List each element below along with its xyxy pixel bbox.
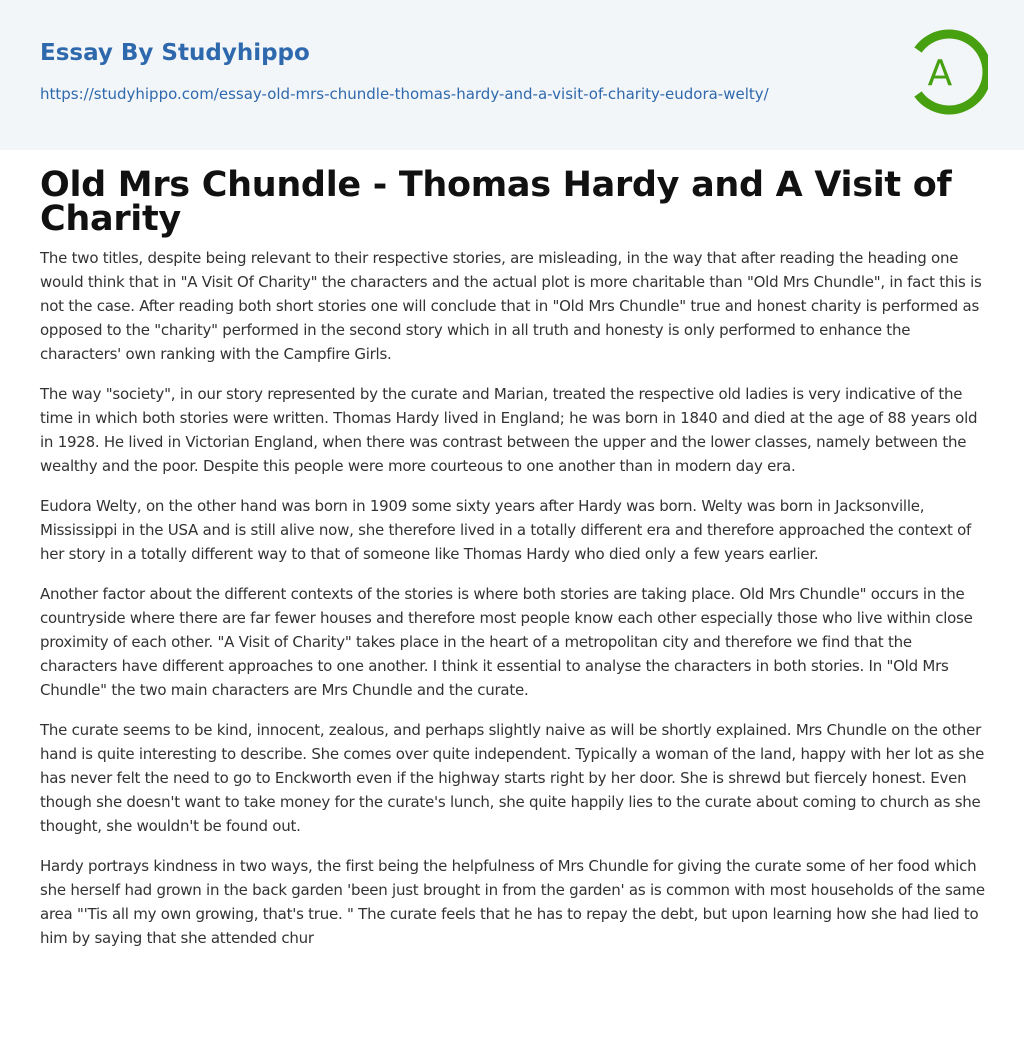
essay-paragraph: The way "society", in our story represented by the curate and Marian, treated the respective old ladies is very indicative of the time in which both stories were written. Thomas Hardy lived in England; he was born in 1840 and died at the age of 88 years old in 1928. He lived in Victorian England, when there was contrast between the upper and the lower classes, namely between the wealthy and the poor. Despite this people were more courteous to one another than in modern day era. [40,385,978,475]
brand-name: Essay By Studyhippo [40,40,310,66]
studyhippo-logo[interactable] [904,28,988,116]
essay-content [0,150,1024,950]
logo-ring-icon [904,28,988,116]
essay-url-link[interactable]: https://studyhippo.com/essay-old-mrs-chundle-thomas-hardy-and-a-visit-of-charity-eudora-welty/ [40,85,769,103]
essay-paragraph: The curate seems to be kind, innocent, zealous, and perhaps slightly naive as will be shortly explained. Mrs Chundle on the other hand is quite interesting to describe. She comes over quite independent. Typically a woman of the land, happy with her lot as she has never felt the need to go to Enckworth even if the highway starts right by her door. She is shrewd but fiercely honest. Even though she doesn't want to take money for the curate's lunch, she quite happily lies to the curate about coming to church as she thought, she wouldn't be found out. [40,721,985,835]
essay-paragraph: Another factor about the different contexts of the stories is where both stories are taking place. Old Mrs Chundle" occurs in the countryside where there are far fewer houses and therefore most people know each other especially those who live within close proximity of each other. "A Visit of Charity" takes place in the heart of a metropolitan city and therefore we find that the characters have different approaches to one another. I think it essential to analyse the characters in both stories. In "Old Mrs Chundle" the two main characters are Mrs Chundle and the curate. [40,585,973,699]
essay-title: Old Mrs Chundle - Thomas Hardy and A Visit of Charity [40,165,952,239]
essay-paragraph: Eudora Welty, on the other hand was born in 1909 some sixty years after Hardy was born. Welty was born in Jacksonville, Mississippi in the USA and is still alive now, she therefore lived in a totally different era and therefore approached the context of her story in a totally different way to that of someone like Thomas Hardy who died only a few years earlier. [40,497,972,563]
site-header [0,0,1024,150]
svg-text:A: A [927,53,953,94]
essay-paragraph: The two titles, despite being relevant to their respective stories, are misleading, in the way that after reading the heading one would think that in "A Visit Of Charity" the characters and the actual plot is more charitable than "Old Mrs Chundle", in fact this is not the case. After reading both short stories one will conclude that in "Old Mrs Chundle" true and honest charity is performed as opposed to the "charity" performed in the second story which in all truth and honesty is only performed to enhance the characters' own ranking with the Campfire Girls. [40,249,982,363]
essay-paragraph: Hardy portrays kindness in two ways, the first being the helpfulness of Mrs Chundle for giving the curate some of her food which she herself had grown in the back garden 'been just brought in from the garden' as is common with most households of the same area "'Tis all my own growing, that's true. " The curate feels that he has to repay the debt, but upon learning how she had lied to him by saying that she attended chur [40,857,985,947]
